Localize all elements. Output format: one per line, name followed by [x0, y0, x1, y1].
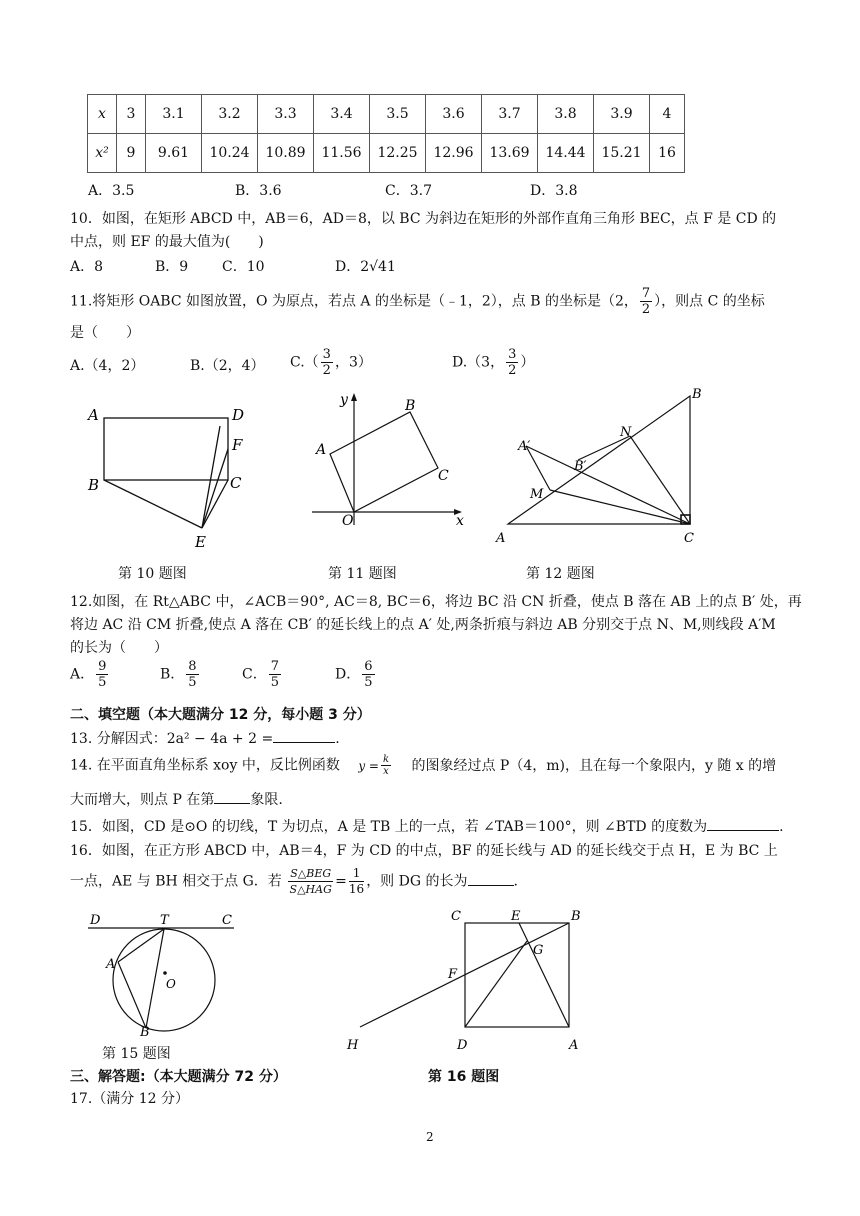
table-row	[88, 95, 685, 134]
q11-text-b: ），则点 C 的坐标	[654, 293, 765, 310]
label-a: A	[106, 957, 116, 972]
label-b-prime: B′	[574, 459, 587, 474]
label-t: T	[160, 913, 169, 928]
table-cell: 15.21	[594, 134, 650, 173]
page-number: 2	[426, 1130, 434, 1144]
caption-fig10: 第 10 题图	[118, 566, 187, 582]
label-f: F	[232, 436, 243, 454]
section-2-heading: 二、填空题（本大题满分 12 分，每小题 3 分）	[70, 707, 371, 723]
q10-option-d: D．2√41	[335, 259, 396, 275]
q11-option-c	[290, 347, 372, 378]
label-e: E	[195, 533, 206, 551]
frac-num: 3	[508, 347, 517, 362]
opt-fraction	[269, 659, 281, 690]
table-cell: 3.8	[538, 95, 594, 134]
q16-answer-blank[interactable]	[468, 885, 514, 886]
label-a: A	[496, 531, 506, 546]
q17: 17.（满分 12 分）	[70, 1091, 189, 1107]
q14-fraction	[381, 754, 391, 777]
figure-12	[492, 384, 712, 549]
q9-option-b: B．3.6	[235, 183, 282, 199]
label-y: y	[340, 392, 348, 408]
label-d: D	[232, 406, 245, 424]
table-cell: 10.89	[258, 134, 314, 173]
q9-option-a: A．3.5	[88, 183, 135, 199]
opt-fraction	[321, 347, 333, 378]
table-header-x2: x²	[88, 134, 117, 173]
frac-den: 16	[348, 882, 365, 896]
label-e: E	[511, 909, 521, 924]
table-cell: 11.56	[314, 134, 370, 173]
q11-fraction	[640, 286, 652, 317]
table-cell: 4	[650, 95, 685, 134]
q15: 15．如图，CD 是⊙O 的切线，T 为切点，A 是 TB 上的一点，若 ∠TAB＝100°，则 ∠BTD 的度数为 .	[70, 819, 784, 835]
table-header-x: x	[88, 95, 117, 134]
label-o: O	[166, 977, 176, 991]
q10-line2: 中点，则 EF 的最大值为( )	[70, 234, 264, 250]
q11-option-a: A.（4，2）	[70, 358, 145, 374]
center-dot	[163, 971, 167, 975]
table-cell: 3.5	[370, 95, 426, 134]
table-cell: 3.7	[482, 95, 538, 134]
table-cell: 3	[117, 95, 146, 134]
label-f: F	[448, 967, 458, 982]
frac-den: 2	[508, 363, 517, 378]
q16-text-b: ，则 DG 的长为	[366, 873, 468, 890]
q16-eq: =	[335, 873, 347, 890]
q14-text-a: 14. 在平面直角坐标系 xoy 中，反比例函数	[70, 757, 340, 774]
label-a-prime: A′	[518, 439, 531, 454]
q12-option-b	[160, 659, 201, 690]
q14-line1	[70, 754, 776, 777]
q14-line2	[70, 789, 283, 809]
label-b: B	[88, 476, 100, 494]
frac-num: 1	[349, 866, 364, 882]
table-cell: 16	[650, 134, 685, 173]
q12-option-d	[335, 659, 377, 690]
q12-option-a	[70, 659, 110, 690]
table-row	[88, 134, 685, 173]
q13-answer-blank[interactable]	[273, 742, 335, 743]
opt-fraction	[362, 659, 374, 690]
table-cell: 3.9	[594, 95, 650, 134]
label-d: D	[457, 1038, 468, 1051]
q12-line1: 12.如图，在 Rt△ABC 中，∠ACB＝90°, AC＝8, BC＝6，将边 BC 沿 CN 折叠，使点 B 落在 AB 上的点 B′ 处，再	[70, 594, 802, 610]
label-x: x	[456, 513, 464, 529]
frac-num: 9	[98, 659, 107, 674]
figure-16	[343, 906, 593, 1051]
q16-line1: 16．如图，在正方形 ABCD 中，AB＝4，F 为 CD 的中点，BF 的延长线与 AD 的延长线交于点 H，E 为 BC 上	[70, 843, 778, 859]
section-3-heading: 三、解答题:（本大题满分 72 分）	[70, 1069, 287, 1085]
caption-fig11: 第 11 题图	[328, 566, 397, 582]
table-cell: 12.96	[426, 134, 482, 173]
squares-table	[87, 94, 685, 173]
label-a: A	[88, 406, 99, 424]
opt-letter: A．	[70, 666, 95, 683]
table-cell: 9	[117, 134, 146, 173]
q13: 13. 分解因式：2a² − 4a + 2 = .	[70, 731, 340, 747]
q16-area-fraction	[288, 866, 333, 897]
label-a: A	[316, 442, 327, 458]
label-b: B	[140, 1025, 150, 1038]
q13-text: 13. 分解因式：2a² − 4a + 2 =	[70, 731, 274, 747]
frac-num: k	[382, 754, 390, 765]
label-m: M	[530, 487, 544, 502]
table-cell: 9.61	[146, 134, 202, 173]
opt-fraction	[506, 347, 518, 378]
figure-11	[310, 390, 470, 530]
opt-fraction	[186, 659, 198, 690]
table-cell: 3.3	[258, 95, 314, 134]
caption-fig12: 第 12 题图	[526, 566, 595, 582]
table-cell: 3.1	[146, 95, 202, 134]
q16-ratio-fraction	[349, 866, 364, 897]
q15-answer-blank[interactable]	[707, 830, 779, 831]
frac-den: 2	[322, 363, 331, 378]
frac-den: 5	[188, 675, 197, 690]
label-b: B	[692, 387, 702, 402]
frac-num: 7	[641, 286, 651, 301]
q11-text-a: 11.将矩形 OABC 如图放置，O 为原点，若点 A 的坐标是（﹣1，2），点 B 的坐标是（2，	[70, 293, 638, 310]
frac-num: 3	[322, 347, 331, 362]
frac-den: 5	[364, 675, 373, 690]
label-c: C	[230, 474, 242, 492]
q9-option-c: C．3.7	[385, 183, 432, 199]
label-n: N	[620, 425, 632, 440]
q16-text-a: 一点，AE 与 BH 相交于点 G．若	[70, 873, 282, 890]
label-o: O	[342, 513, 354, 529]
label-a: A	[569, 1038, 579, 1051]
frac-den: 5	[98, 675, 107, 690]
q14-func: y =	[358, 758, 379, 773]
y-axis-arrow	[351, 393, 357, 401]
label-b: B	[571, 909, 581, 924]
q12-option-c	[242, 659, 283, 690]
frac-num: S△BEG	[290, 867, 332, 880]
q14-text-c: 大而增大，则点 P 在第	[70, 792, 215, 808]
label-g: G	[533, 943, 544, 958]
q11-option-b: B.（2，4）	[190, 358, 265, 374]
label-d: D	[90, 913, 101, 928]
table-cell: 10.24	[202, 134, 258, 173]
frac-num: 7	[270, 659, 279, 674]
opt-fraction	[96, 659, 108, 690]
q11-line2: 是（ ）	[70, 325, 140, 341]
q12-line3: 的长为（ ）	[70, 640, 168, 656]
q14-text-b: 的图象经过点 P（4，m)，且在每一个象限内，y 随 x 的增	[411, 757, 777, 774]
opt-text: D.（3，	[452, 354, 505, 371]
label-c: C	[438, 468, 449, 484]
opt-letter: B．	[160, 666, 185, 683]
table-cell: 12.25	[370, 134, 426, 173]
opt-letter: D．	[335, 666, 361, 683]
opt-text: C.（	[290, 354, 319, 371]
opt-text: ，3）	[334, 354, 372, 371]
q10-option-a: A．8	[70, 259, 104, 275]
q12-line2: 将边 AC 沿 CM 折叠,使点 A 落在 CB′ 的延长线上的点 A′ 处,两条折痕与斜边 AB 分别交于点 N、M,则线段 A′M	[70, 617, 776, 633]
q14-answer-blank[interactable]	[214, 803, 250, 804]
frac-den: S△HAG	[289, 883, 332, 896]
q10-line1: 10．如图，在矩形 ABCD 中，AB＝6，AD＝8，以 BC 为斜边在矩形的外部作直角三角形 BEC，点 F 是 CD 的	[70, 211, 777, 227]
label-b: B	[405, 398, 416, 414]
table-cell: 3.2	[202, 95, 258, 134]
table-cell: 3.4	[314, 95, 370, 134]
label-c: C	[222, 913, 232, 928]
label-h: H	[347, 1038, 359, 1051]
frac-num: 8	[188, 659, 197, 674]
caption-fig16: 第 16 题图	[428, 1069, 500, 1085]
q16-line2: 一点，AE 与 BH 相交于点 G．若 $\frac{\text{S△BEG}}{\text{S△HAG}}$ = $\frac{1}{16}$ ，则 DG 的长为 .	[70, 866, 518, 896]
q9-option-d: D．3.8	[530, 183, 578, 199]
q14-text-d: 象限.	[250, 792, 283, 808]
figure-10	[82, 398, 257, 553]
label-c: C	[451, 909, 461, 924]
opt-text: ）	[520, 354, 535, 371]
figure-15	[84, 908, 244, 1038]
caption-fig15: 第 15 题图	[102, 1046, 171, 1062]
q15-text: 15．如图，CD 是⊙O 的切线，T 为切点，A 是 TB 上的一点，若 ∠TAB＝100°，则 ∠BTD 的度数为	[70, 819, 708, 835]
q10-option-b: B．9	[155, 259, 189, 275]
frac-num: 6	[364, 659, 373, 674]
frac-den: 5	[270, 675, 279, 690]
frac-den: x	[383, 766, 389, 777]
frac-den: 2	[641, 302, 651, 317]
table-cell: 13.69	[482, 134, 538, 173]
label-c: C	[684, 531, 694, 546]
q11-line1	[70, 286, 765, 317]
q10-option-c: C．10	[222, 259, 265, 275]
opt-letter: C．	[242, 666, 267, 683]
q11-option-d	[452, 347, 534, 378]
table-cell: 14.44	[538, 134, 594, 173]
table-cell: 3.6	[426, 95, 482, 134]
